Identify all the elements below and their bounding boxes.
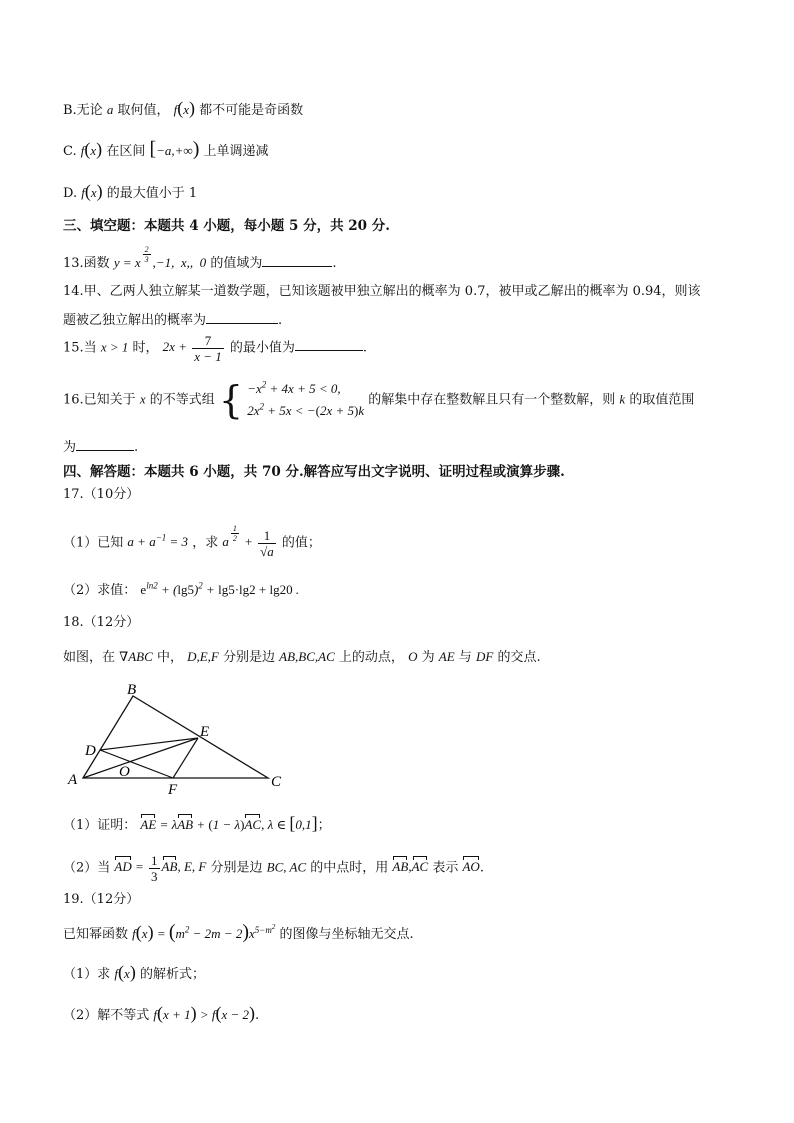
fx: f(x) — [114, 962, 136, 982]
question-17-part-2 — [63, 581, 299, 600]
answer-blank[interactable] — [206, 309, 278, 324]
question-16-line-2: 为 . — [63, 436, 138, 457]
q18-intro-mid5: 与 — [458, 650, 472, 665]
option-d — [63, 182, 197, 203]
q17-part1-mid: ，求 — [192, 535, 219, 551]
interval: [−a,+∞) — [149, 138, 200, 160]
label-d: D — [85, 743, 96, 759]
question-15: 15.当 x > 1 时， 2x + $\frac{7}{x - 1}$ 的最小值为 . — [63, 333, 368, 364]
inequality-system: $-x^2 + 4x + 5 < 0$, $2x^2 + 5x < -(2x + 5)k$ — [247, 379, 365, 418]
q19-intro-prefix: 已知幂函数 — [63, 927, 129, 942]
question-18-part-1: （1）证明： AE = λAB + (1 − λ)AC, λ ∈ [0,1]； — [63, 813, 331, 833]
question-19-part-2: （2）解不等式 f(x + 1) > f(x − 2). — [63, 1003, 260, 1023]
q17-part2-prefix: （2）求值： — [63, 583, 137, 598]
q19-inequality: f(x + 1) > f(x − 2) — [153, 1003, 256, 1023]
section-4-heading: 四、解答题：本题共 6 小题，共 70 分.解答应写出文字说明、证明过程或演算步骤. — [63, 464, 565, 480]
point-o: O — [408, 649, 418, 664]
q18-part2-mid3: 表示 — [432, 860, 459, 876]
question-14-line-1: 14.甲、乙两人独立解某一道数学题，已知该题被甲独立解出的概率为 0.7，被甲或乙解出的概率为 0.94，则该 — [63, 284, 701, 299]
question-19-title: 19.（12分） — [63, 892, 140, 907]
triangle-outline — [83, 696, 268, 778]
q16-suffix2: 的取值范围 — [629, 392, 695, 408]
q13-expression: y = x $^{\frac{2}{3}}$ ,−1, x,, 0 — [113, 245, 207, 270]
q19-part1-prefix: （1）求 — [63, 967, 111, 982]
segment-df-line — [100, 750, 173, 778]
q18-part2-prefix: （2）当 — [63, 860, 111, 876]
question-17-part-1 — [63, 523, 321, 559]
answer-blank[interactable] — [76, 436, 134, 451]
option-b-prefix: B.无论 — [63, 103, 103, 118]
label-o: O — [119, 764, 130, 780]
q17-expression: $e^{ln2} + (\lg 5)^2 + \lg 5\cdot\lg 2 + \lg 20$ . — [140, 580, 300, 597]
q18-intro-mid1: 中， — [156, 650, 183, 665]
q15-condition: x > 1 — [100, 339, 129, 355]
q14-line2: 题被乙独立解出的概率为 — [63, 313, 207, 328]
points-def: D,E,F — [187, 649, 219, 664]
option-d-suffix: 的最大值小于 1 — [106, 186, 198, 201]
question-17-title: 17.（10分） — [63, 487, 140, 502]
q17-part1-suffix: 的值； — [281, 535, 321, 551]
q18-part2-mid: 分别是边 — [210, 860, 263, 876]
question-19-intro — [63, 923, 414, 944]
q16-suffix: 的解集中存在整数解且只有一个整数解，则 — [368, 392, 616, 408]
option-c-mid: 在区间 — [106, 144, 146, 159]
q19-function: $f(x) = (m^2 - 2m - 2)x^{5-m^2}$ — [132, 921, 276, 943]
q19-part2-prefix: （2）解不等式 — [63, 1008, 150, 1023]
segment-ae-line — [83, 738, 198, 778]
q18-vector-equation: AE = λAB + (1 − λ)AC, λ ∈ [0,1] — [140, 813, 318, 833]
option-c-suffix: 上单调递减 — [203, 144, 269, 159]
fx: f(x) — [80, 139, 103, 159]
option-b — [63, 99, 303, 120]
q13-prefix: 13.函数 — [63, 255, 110, 271]
question-18-part-2: （2）当 AD = $\frac{1}{3}$ AB, E, F 分别是边 BC, AC 的中点时，用 AB,AC 表示 AO. — [63, 853, 484, 884]
label-b: B — [127, 682, 137, 698]
q16-line2: 为 — [63, 440, 77, 455]
sides-bc-ac: BC, AC — [266, 859, 307, 875]
question-16-line-1 — [63, 378, 694, 422]
q18-part2-mid2: 的中点时，用 — [310, 860, 389, 876]
answer-blank[interactable] — [295, 336, 363, 351]
segment-ae: AE — [438, 649, 455, 664]
vectors-ab-ac: AB,AC — [392, 859, 429, 875]
triangle-abc: ∇ABC — [119, 649, 153, 664]
question-14-line-2: 题被乙独立解出的概率为 . — [63, 309, 282, 330]
q18-intro-mid4: 为 — [421, 650, 435, 665]
q18-intro-mid3: 上的动点， — [338, 650, 404, 665]
q15-cond-text: 时， — [132, 340, 159, 356]
question-13: 13.函数 y = x $^{\frac{2}{3}}$ ,−1, x,, 0 的值域为 . — [63, 245, 337, 271]
q19-part1-suffix: 的解析式； — [139, 967, 205, 982]
label-c: C — [271, 774, 282, 790]
q18-intro-prefix: 如图，在 — [63, 650, 116, 665]
q17-target: a $^{\frac{1}{2}}$ + $\frac{1}{√a}$ — [222, 523, 274, 559]
brace-icon: { — [218, 378, 244, 422]
option-c-prefix: C. — [63, 144, 77, 159]
q16-mid: 的不等式组 — [149, 392, 215, 408]
fx: f(x) — [81, 181, 103, 201]
segment-de-line — [100, 738, 198, 750]
sides: AB,BC,AC — [279, 649, 335, 664]
option-b-suffix: 都不可能是奇函数 — [199, 103, 304, 118]
question-19-part-1 — [63, 963, 205, 984]
fx: f(x) — [173, 98, 196, 118]
q15-suffix: 的最小值为 — [229, 340, 295, 356]
q13-domain-text: 的值域为 — [210, 255, 263, 271]
q17-given: $a + a^{-1} = 3$ — [127, 533, 189, 550]
question-18-title: 18.（12分） — [63, 615, 140, 630]
var-x: x — [139, 391, 146, 407]
question-18-intro — [63, 648, 541, 667]
option-b-mid: 取何值， — [117, 103, 170, 118]
triangle-figure — [63, 680, 293, 800]
option-d-prefix: D. — [63, 186, 78, 201]
q18-intro-mid2: 分别是边 — [223, 650, 276, 665]
q15-expression: 2x + $\frac{7}{x - 1}$ — [162, 333, 222, 364]
label-f: F — [168, 782, 178, 798]
label-a: A — [68, 772, 78, 788]
var-k: k — [619, 391, 626, 407]
q19-intro-suffix: 的图像与坐标轴无交点. — [279, 927, 414, 942]
var-a: a — [106, 102, 114, 117]
q15-prefix: 15.当 — [63, 340, 97, 356]
q18-intro-suffix: 的交点. — [497, 650, 541, 665]
vector-ao: AO — [462, 859, 480, 875]
answer-blank[interactable] — [262, 252, 332, 267]
label-e: E — [200, 724, 210, 740]
segment-df: DF — [475, 649, 494, 664]
segment-fe-line — [173, 738, 198, 778]
section-3-heading: 三、填空题：本题共 4 小题，每小题 5 分，共 20 分. — [63, 218, 390, 234]
q18-part1-prefix: （1）证明： — [63, 818, 137, 833]
q17-part1-prefix: （1）已知 — [63, 535, 124, 551]
option-c — [63, 140, 269, 161]
q18-ad-equation: AD = $\frac{1}{3}$ AB, E, F — [114, 853, 207, 884]
q16-prefix: 16.已知关于 — [63, 392, 136, 408]
